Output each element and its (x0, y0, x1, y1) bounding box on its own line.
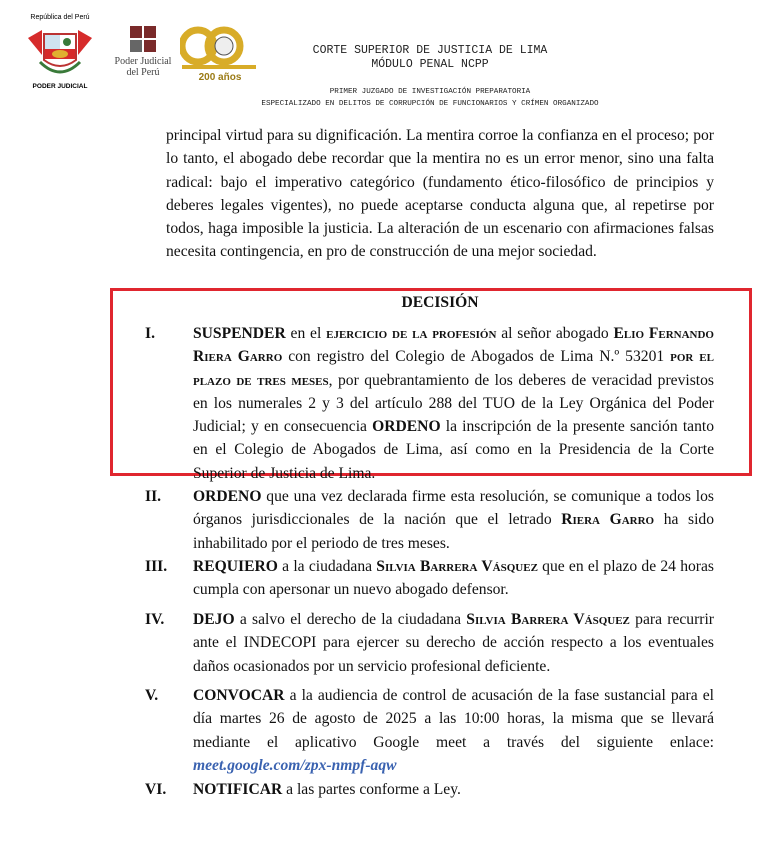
text-segment: que una vez declarada firme esta resolución, se comunique a todos los órganos jurisdiccionales de la nación que el letrado (193, 488, 714, 529)
decision-item-text (193, 485, 714, 555)
emphasis-segment: SUSPENDER (193, 325, 286, 342)
text-segment: ha sido inhabilitado por el periodo de tres meses. (193, 511, 714, 552)
decision-item-number: V. (145, 687, 159, 704)
decision-item-number: VI. (145, 781, 167, 798)
text-segment: a la ciudadana (277, 558, 377, 575)
intro-paragraph: principal virtud para su dignificación. La mentira corroe la confianza en el proceso; por lo tanto, el abogado debe recordar que la mentira no es un error menor, sino una falta radical: bajo el imperativo categórico (fundamento ético-filosófico de principios y deberes legales vigentes), no puede aceptarse conducta alguna que, al repetirse por todos, haga imposible la justicia. La alteración de un escenario con afirmaciones falsas necesita contingencia, en pro de construcción de una mejor sociedad. (166, 127, 714, 261)
decision-item (145, 485, 714, 555)
decision-item-text (193, 608, 714, 678)
decision-item-number: I. (145, 325, 155, 342)
decision-item-number: III. (145, 558, 168, 575)
module-name: MÓDULO PENAL NCPP (371, 58, 489, 71)
svg-text:República del Perú: República del Perú (30, 14, 90, 21)
poder-judicial-emblem (126, 26, 160, 54)
text-segment: para recurrir ante el INDECOPI para ejercer su derecho de acción respecto a los eventuales daños ocasionados por un servicio profesional deficiente. (193, 611, 714, 675)
decision-item (145, 322, 714, 485)
decision-item-text (193, 555, 714, 602)
text-segment: a las partes conforme a Ley. (282, 781, 461, 798)
emphasis-segment: Silvia Barrera Vásquez (376, 558, 538, 575)
text-segment: al señor abogado (496, 325, 614, 342)
emphasis-segment: ORDENO (372, 418, 441, 436)
decision-title: DECISIÓN (401, 294, 479, 311)
court-office-line-1: PRIMER JUZGADO DE INVESTIGACIÓN PREPARATORIA (329, 88, 531, 96)
decision-item (145, 608, 714, 678)
text-segment: , por quebrantamiento de los deberes de veracidad previstos en los numerales 2 y 3 del artículo 288 del TUO de la Ley Orgánica del Poder Judicial; y en consecuencia (193, 371, 714, 436)
emphasis-segment: Elio Fernando Riera Garro (193, 325, 714, 366)
decision-item (145, 684, 714, 777)
svg-text:PODER JUDICIAL: PODER JUDICIAL (32, 83, 88, 90)
decision-item-text (193, 322, 714, 485)
meet-link[interactable]: meet.google.com/zpx-nmpf-aqw (193, 756, 397, 774)
bicentennial-caption: 200 años (198, 72, 242, 83)
court-header (180, 44, 680, 72)
decision-item-text (193, 684, 714, 777)
text-segment: con registro del Colegio de Abogados de Lima N.º 53201 (282, 348, 671, 366)
emphasis-segment: NOTIFICAR (193, 781, 283, 798)
decision-item (145, 778, 714, 801)
court-name: CORTE SUPERIOR DE JUSTICIA DE LIMA (312, 44, 548, 57)
text-segment: en el (285, 325, 327, 342)
emphasis-segment: ORDENO (193, 488, 262, 505)
judicial-emblem-icon (126, 26, 160, 54)
emphasis-segment: ejercicio de la profesión (326, 325, 497, 342)
decision-item (145, 555, 714, 602)
emphasis-segment: DEJO (193, 611, 235, 628)
emphasis-segment: por el plazo de tres meses (193, 348, 714, 389)
text-segment: la inscripción de la presente sanción tanto en el Colegio de Abogados de Lima, así como en la Presidencia de la Corte Superior de Justicia de Lima. (193, 418, 714, 482)
emphasis-segment: Riera Garro (561, 511, 655, 529)
decision-item-text (193, 778, 714, 801)
text-segment: a salvo el derecho de la ciudadana (234, 611, 467, 628)
text-segment: a la audiencia de control de acusación de la fase sustancial para el día martes 26 de agosto de 2025 a las 10:00 horas, la misma que se llevará mediante el aplicativo Google meet a través del siguiente enlace: (193, 687, 714, 751)
decision-item-number: II. (145, 488, 162, 505)
court-office-line-2: ESPECIALIZADO EN DELITOS DE CORRUPCIÓN DE FUNCIONARIOS Y CRÍMEN ORGANIZADO (261, 100, 599, 108)
court-office (180, 86, 680, 110)
judicial-emblem-caption: Poder Judicial del Perú (114, 56, 172, 78)
emphasis-segment: CONVOCAR (193, 687, 285, 704)
text-segment: que en el plazo de 24 horas cumpla con apersonar un nuevo abogado defensor. (193, 558, 714, 599)
emphasis-segment: Silvia Barrera Vásquez (466, 611, 630, 628)
poder-judicial-logo (20, 10, 100, 90)
coat-of-arms-icon (20, 10, 100, 90)
emphasis-segment: REQUIERO (193, 558, 278, 575)
decision-item-number: IV. (145, 611, 165, 628)
